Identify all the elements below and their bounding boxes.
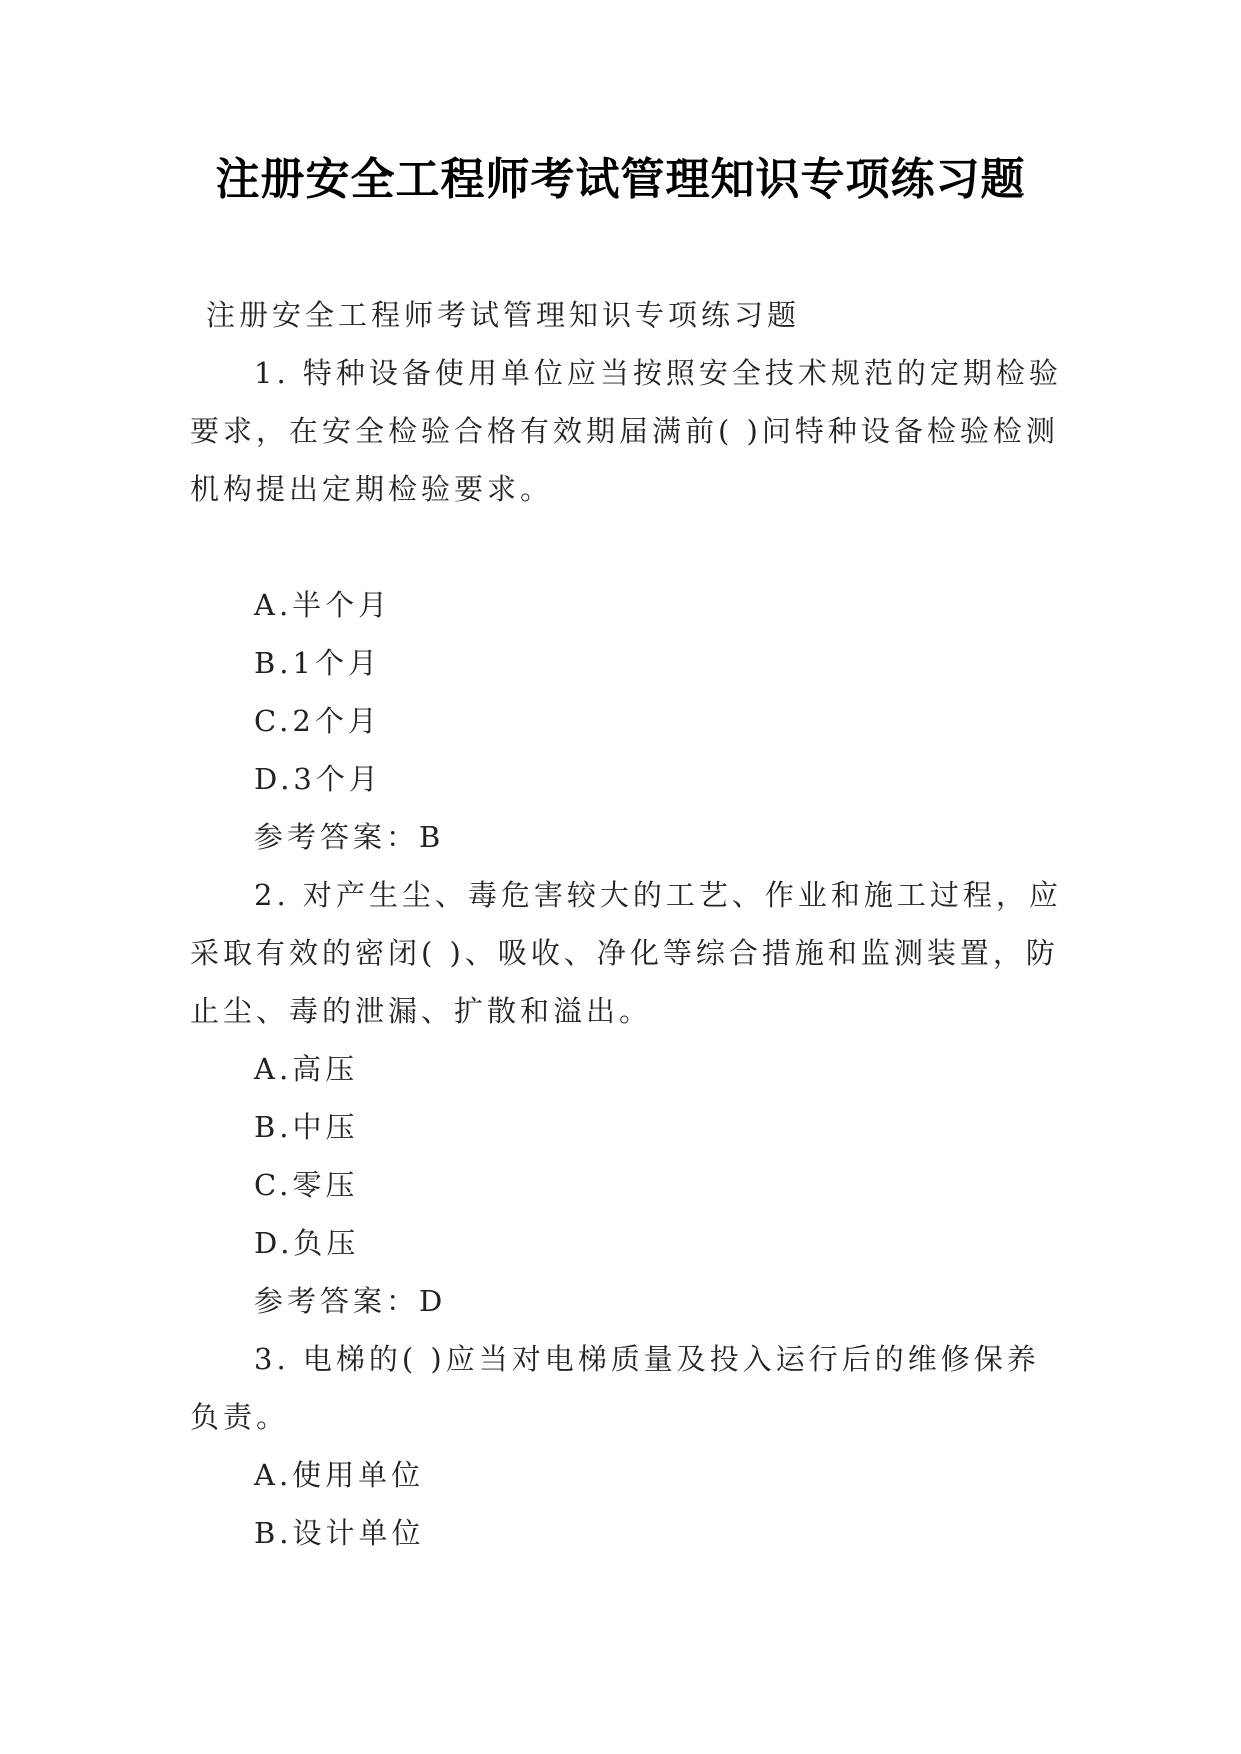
subtitle: 注册安全工程师考试管理知识专项练习题	[206, 298, 801, 332]
document-body	[190, 286, 1070, 1562]
question-2-option-d: D.负压	[254, 1226, 360, 1260]
question-1-option-a: A.半个月	[254, 588, 392, 622]
question-1-option-b: B.1个月	[254, 646, 381, 680]
question-3-option-a: A.使用单位	[254, 1458, 425, 1492]
blank-line	[190, 518, 1070, 576]
question-1-stem: 1. 特种设备使用单位应当按照安全技术规范的定期检验要求，在安全检验合格有效期届满前( )问特种设备检验检测机构提出定期检验要求。	[190, 356, 1062, 506]
question-3-option-b: B.设计单位	[254, 1516, 425, 1550]
question-1-answer: 参考答案：B	[254, 820, 445, 854]
question-3-stem: 3. 电梯的( )应当对电梯质量及投入运行后的维修保养负责。	[190, 1342, 1040, 1434]
question-1-option-d: D.3个月	[254, 762, 382, 796]
question-2-stem: 2. 对产生尘、毒危害较大的工艺、作业和施工过程，应采取有效的密闭( )、吸收、净化等综合措施和监测装置，防止尘、毒的泄漏、扩散和溢出。	[190, 878, 1062, 1028]
question-1-option-c: C.2个月	[254, 704, 381, 738]
page-title: 注册安全工程师考试管理知识专项练习题	[215, 154, 1026, 205]
question-2-option-c: C.零压	[254, 1168, 359, 1202]
question-2-option-a: A.高压	[254, 1052, 359, 1086]
question-2-answer: 参考答案：D	[254, 1284, 447, 1318]
question-2-option-b: B.中压	[254, 1110, 359, 1144]
